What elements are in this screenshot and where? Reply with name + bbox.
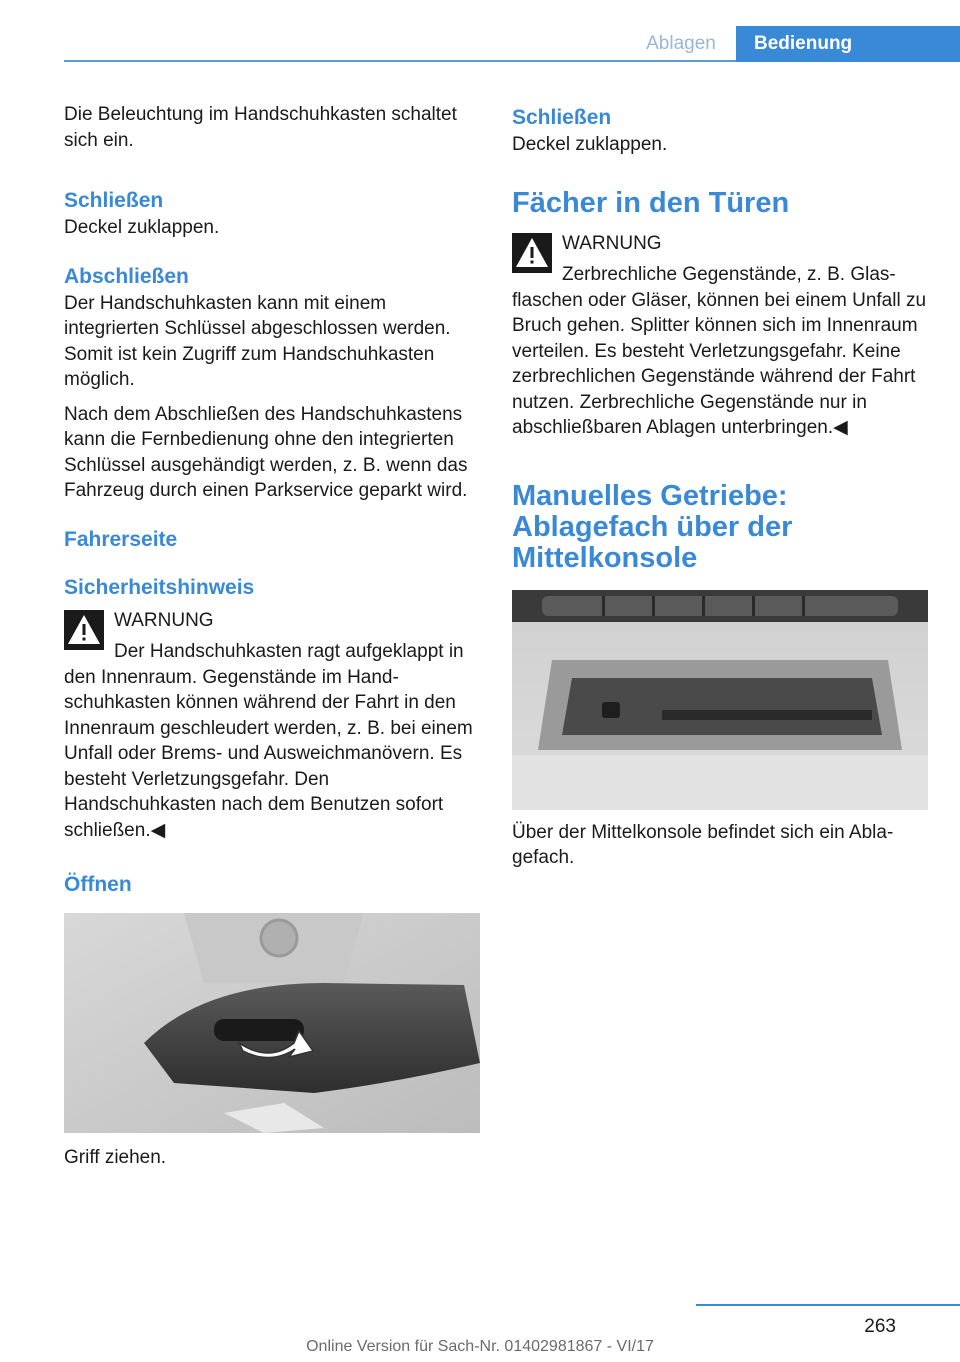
heading-faecher: Fächer in den Türen: [512, 186, 790, 219]
center-console-tray-photo: [512, 590, 928, 810]
left-column: [64, 102, 480, 1171]
intro-text: Die Beleuchtung im Handschuhkasten schaltet sich ein.: [64, 104, 457, 151]
glovebox-handle-photo: [64, 913, 480, 1133]
heading-line-1: Manuelles Getriebe:: [512, 479, 788, 512]
manuell-caption: Über der Mittelkonsole befindet sich ein Ablagefach.: [512, 821, 894, 868]
page-number: 263: [864, 1316, 896, 1337]
oeffnen-caption: Griff ziehen.: [64, 1147, 167, 1168]
warning-triangle-icon: [512, 233, 552, 273]
heading-sicherheitshinweis: Sicherheitshinweis: [64, 575, 255, 599]
warning-text-right: Zerbrechliche Gegenstände, z. B. Glasflaschen oder Gläser, können bei einem Unfall zu Bruch gehen. Splitter können sich im Innenraum verteilen. Es besteht Verletzungsgefahr. Keine zerbrechlichen Gegenstände während der Fahrt nutzen. Zerbrechliche Gegenstände nur in abschließbaren Ablagen unterbringen.◀: [512, 264, 927, 438]
warning-label: WARNUNG: [114, 609, 214, 631]
tab-bedienung[interactable]: Bedienung: [736, 26, 960, 62]
schliessen-right-text: Deckel zuklappen.: [512, 134, 668, 155]
warning-block-right: [512, 231, 928, 441]
warning-block: [64, 608, 480, 844]
heading-schliessen-right: Schließen: [512, 106, 612, 129]
heading-line-3: Mittelkonsole: [512, 541, 698, 574]
footer-line: [696, 1304, 960, 1306]
right-column: [512, 102, 928, 871]
heading-schliessen: Schließen: [64, 189, 164, 212]
heading-manuelles-getriebe: [512, 481, 928, 574]
abschliessen-paragraph-2: Nach dem Abschließen des Handschuhkastens kann die Fernbedienung ohne den integrierten Schlüssel ausgehändigt werden, z. B. wenn das Fahrzeug durch einen Parkservice geparkt wird.: [64, 403, 468, 501]
warning-text: Der Handschuhkasten ragt aufgeklappt in den Innenraum. Gegenstände im Handschuhkasten können während der Fahrt in den Innenraum geschleudert werden, z. B. bei einem Unfall oder Brems- und Ausweichmanövern. Es besteht Verletzungsgefahr. Den Handschuhkasten nach dem Benutzen sofort schließen.◀: [64, 641, 473, 841]
heading-fahrerseite: Fahrerseite: [64, 527, 178, 551]
abschliessen-paragraph-1: Der Handschuhkasten kann mit einem integrierten Schlüssel abgeschlossen werden. Somit ist kein Zugriff zum Handschuhkasten möglich.: [64, 292, 451, 390]
warning-label-right: WARNUNG: [562, 232, 662, 254]
online-version-text: Online Version für Sach-Nr. 01402981867 - VI/17: [306, 1338, 654, 1355]
tab-ablagen[interactable]: Ablagen: [646, 33, 716, 54]
schliessen-text: Deckel zuklappen.: [64, 217, 220, 238]
heading-line-2: Ablagefach über der: [512, 510, 793, 543]
warning-triangle-icon: [64, 610, 104, 650]
heading-oeffnen: Öffnen: [64, 873, 132, 896]
heading-abschliessen: Abschließen: [64, 264, 189, 288]
